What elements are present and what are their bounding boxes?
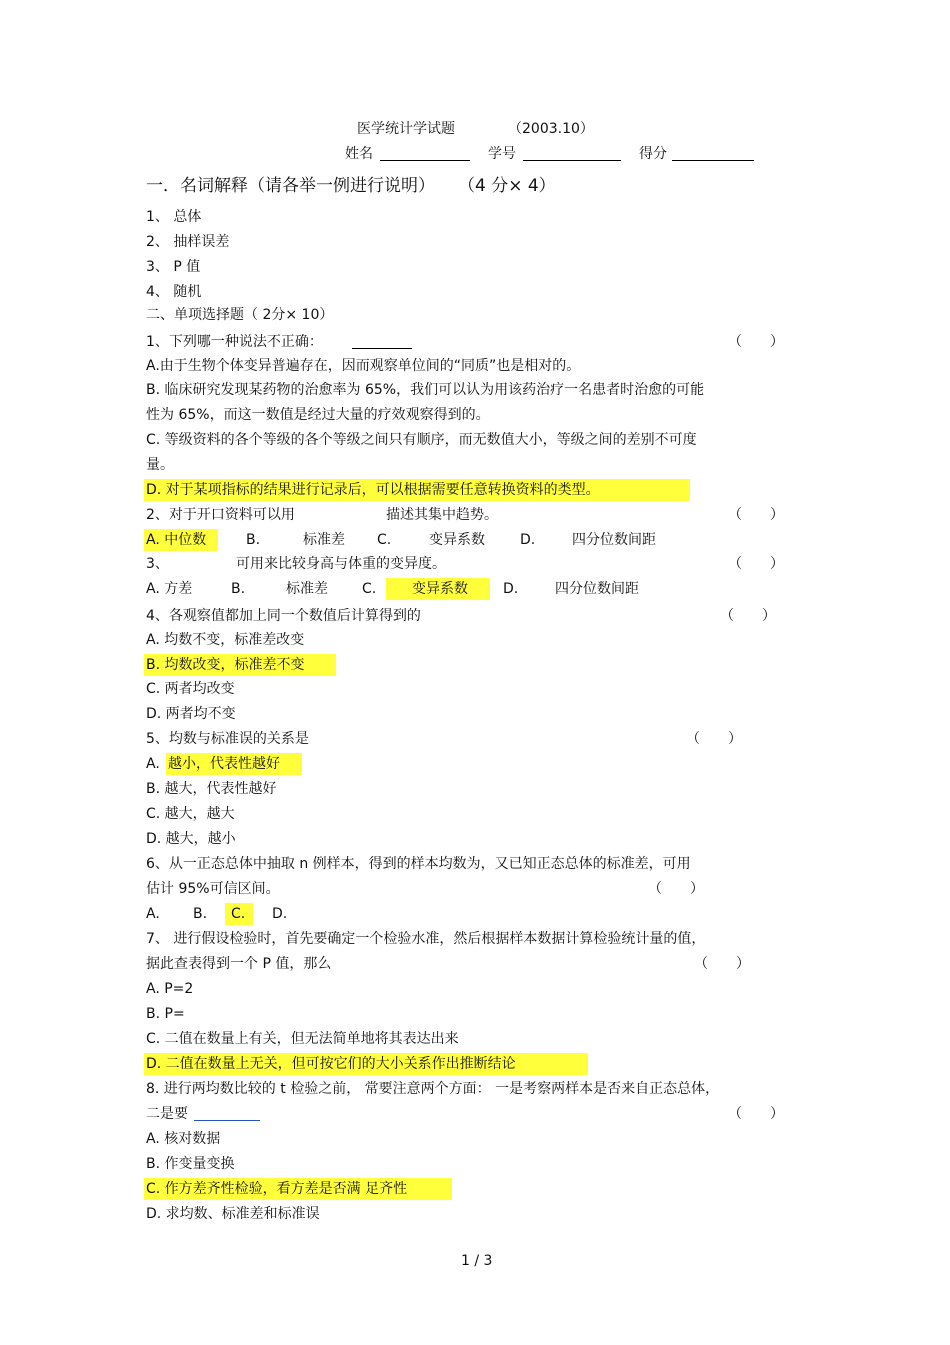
q5-option-a-highlighted: 越小，代表性越好	[166, 753, 302, 775]
q7-answer-paren: （ ）	[694, 956, 750, 972]
q2-option-b-label: B.	[246, 532, 261, 548]
name-label: 姓名	[345, 146, 373, 162]
q2-answer-paren: （ ）	[728, 507, 784, 523]
q1-option-a: A.由于生物个体变异普遍存在，因而观察单位间的“同质”也是相对的。	[146, 358, 581, 374]
q5-option-d: D. 越大，越小	[146, 831, 236, 847]
q7-stem-line1: 7、 进行假设检验时，首先要确定一个检验水准，然后根据样本数据计算检验统计量的值，	[146, 931, 706, 947]
q5-option-c: C. 越大，越大	[146, 806, 235, 822]
score-blank	[672, 146, 754, 161]
q6-option-c-highlighted: C.	[225, 903, 253, 925]
q8-option-c-highlighted: C. 作方差齐性检验，看方差是否满 足齐性	[144, 1178, 452, 1200]
q6-option-b: B.	[193, 906, 208, 922]
q1-stem: 1、下列哪一种说法不正确：	[146, 334, 323, 350]
q3-option-d-text: 四分位数间距	[555, 581, 639, 597]
q5-option-a-label: A.	[146, 756, 160, 772]
q3-answer-paren: （ ）	[728, 556, 784, 572]
q1-answer-paren: （ ）	[728, 334, 784, 350]
q4-option-b-highlighted: B. 均数改变，标准差不变	[144, 654, 336, 676]
q5-stem: 5、均数与标准误的关系是	[146, 731, 309, 747]
q4-option-a: A. 均数不变，标准差改变	[146, 632, 305, 648]
q3-option-c-highlighted: 变异系数	[386, 578, 490, 600]
q6-option-d: D.	[272, 906, 288, 922]
q7-option-b: B. P=	[146, 1006, 185, 1022]
q4-option-d: D. 两者均不变	[146, 706, 236, 722]
q7-option-d-highlighted: D. 二值在数量上无关，但可按它们的大小关系作出推断结论	[144, 1053, 588, 1075]
q5-answer-paren: （ ）	[686, 731, 742, 747]
q1-option-c-line1: C. 等级资料的各个等级的各个等级之间只有顺序，而无数值大小，等级之间的差别不可度	[146, 432, 697, 448]
q2-option-d-text: 四分位数间距	[572, 532, 656, 548]
exam-title: 医学统计学试题	[357, 121, 455, 137]
q8-answer-paren: （ ）	[728, 1106, 784, 1122]
id-blank	[523, 146, 621, 161]
q6-stem-line1: 6、从一正态总体中抽取 n 例样本，得到的样本均数为，又已知正态总体的标准差，可用	[146, 856, 691, 872]
section1-score: （4 分× 4）	[458, 176, 556, 196]
q7-option-a: A. P=2	[146, 981, 194, 997]
q8-stem-line2: 二是要	[146, 1106, 188, 1122]
q3-option-b-text: 标准差	[286, 581, 328, 597]
q7-stem-line2: 据此查表得到一个 P 值，那么	[146, 956, 332, 972]
page-number: 1 / 3	[461, 1253, 493, 1269]
q7-option-c: C. 二值在数量上有关，但无法简单地将其表达出来	[146, 1031, 459, 1047]
q3-option-a: A. 方差	[146, 581, 193, 597]
q3-stem-part2: 可用来比较身高与体重的变异度。	[236, 556, 446, 572]
q2-option-c-label: C.	[377, 532, 392, 548]
q3-option-b-label: B.	[231, 581, 246, 597]
q8-stem-line1: 8. 进行两均数比较的 t 检验之前， 常要注意两个方面： 一是考察两样本是否来自正态总体，	[146, 1081, 720, 1097]
q2-option-a-highlighted: A. 中位数	[144, 529, 218, 551]
q1-option-c-line2: 量。	[146, 457, 174, 473]
exam-date: （2003.10）	[508, 121, 594, 137]
q1-option-b-line1: B. 临床研究发现某药物的治愈率为 65%，我们可以认为用该药治疗一名患者时治愈的可能	[146, 382, 705, 398]
term-item: 4、 随机	[146, 284, 202, 300]
q3-option-c-label: C.	[362, 581, 377, 597]
q8-blank	[194, 1106, 260, 1121]
q4-stem: 4、各观察值都加上同一个数值后计算得到的	[146, 608, 421, 624]
q2-stem-part2: 描述其集中趋势。	[386, 507, 498, 523]
q4-option-c: C. 两者均改变	[146, 681, 235, 697]
q1-option-b-line2: 性为 65%，而这一数值是经过大量的疗效观察得到的。	[146, 407, 490, 423]
q8-option-a: A. 核对数据	[146, 1131, 221, 1147]
q1-blank	[352, 334, 412, 349]
q2-stem-part1: 2、对于开口资料可以用	[146, 507, 295, 523]
q3-stem-part1: 3、	[146, 556, 169, 572]
term-item: 2、 抽样误差	[146, 234, 230, 250]
name-blank	[380, 146, 470, 161]
q2-option-c-text: 变异系数	[429, 532, 485, 548]
id-label: 学号	[488, 146, 516, 162]
q2-option-b-text: 标准差	[303, 532, 345, 548]
term-item: 3、 P 值	[146, 259, 201, 275]
q3-option-d-label: D.	[503, 581, 519, 597]
section1-heading: 一．名词解释（请各举一例进行说明）	[146, 176, 435, 196]
q6-option-a: A.	[146, 906, 160, 922]
q2-option-d-label: D.	[520, 532, 536, 548]
score-label: 得分	[639, 146, 667, 162]
q8-option-d: D. 求均数、标准差和标准误	[146, 1206, 320, 1222]
q6-stem-line2: 估计 95%可信区间。	[146, 881, 280, 897]
q6-answer-paren: （ ）	[648, 881, 704, 897]
section2-heading: 二、单项选择题（ 2分× 10）	[146, 307, 334, 323]
q5-option-b: B. 越大，代表性越好	[146, 781, 277, 797]
q4-answer-paren: （ ）	[720, 608, 776, 624]
q1-option-d-highlighted: D. 对于某项指标的结果进行记录后，可以根据需要任意转换资料的类型。	[144, 479, 690, 501]
q8-option-b: B. 作变量变换	[146, 1156, 235, 1172]
term-item: 1、 总体	[146, 209, 202, 225]
